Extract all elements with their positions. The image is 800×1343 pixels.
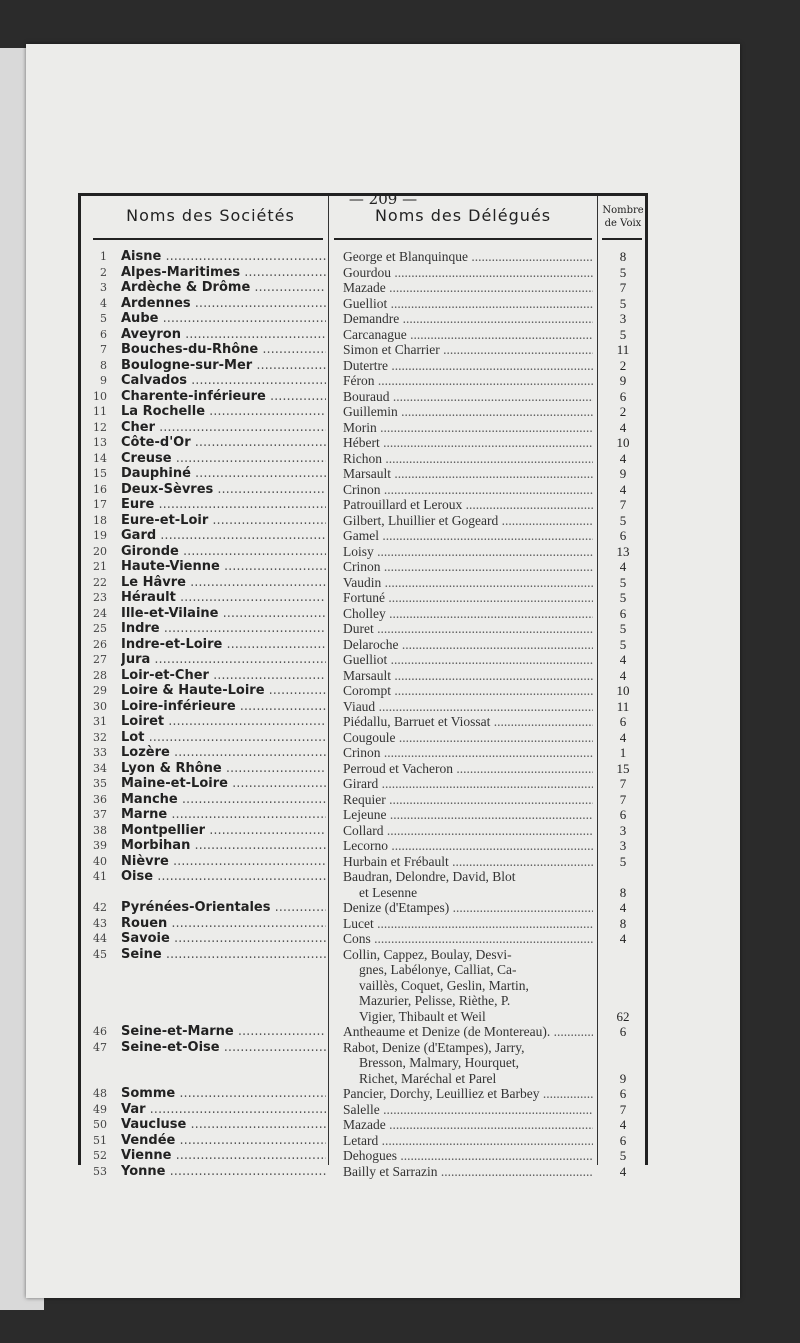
- delegue-names: Crinon .....: [343, 559, 593, 575]
- row-number: 17: [93, 498, 107, 511]
- table-row: [81, 745, 645, 761]
- delegue-names: Duret .....: [343, 621, 593, 637]
- voix-count: 10: [616, 435, 630, 450]
- voix-count: 7: [619, 280, 627, 295]
- row-number: 52: [93, 1149, 107, 1162]
- row-number: 28: [93, 668, 107, 682]
- row-number: 33: [93, 746, 107, 759]
- row-number: 53: [93, 1164, 107, 1178]
- societe-name: Indre .....: [121, 621, 326, 636]
- row-number: 38: [93, 823, 107, 837]
- row-number: 22: [93, 575, 107, 589]
- table-row: [81, 404, 645, 420]
- delegue-names: Collin, Cappez, Boulay, Desvi-: [343, 946, 512, 962]
- delegue-names: vaillès, Coquet, Geslin, Martin,: [359, 977, 529, 993]
- row-number: 8: [100, 358, 107, 372]
- delegates-table: [78, 193, 648, 1179]
- table-row: [81, 559, 645, 575]
- row-number: 34: [93, 761, 107, 775]
- row-number: 37: [93, 808, 107, 821]
- table-row: [81, 296, 645, 312]
- societe-name: Le Hâvre .....: [121, 575, 326, 590]
- delegue-names: Bresson, Malmary, Hourquet,: [359, 1055, 519, 1070]
- table-row: [81, 854, 645, 870]
- societe-name: Vienne .....: [121, 1148, 326, 1163]
- voix-count: 6: [619, 528, 627, 543]
- delegue-names: Collard .....: [343, 823, 593, 839]
- delegue-names: Denize (d'Etampes) .....: [343, 900, 593, 916]
- table-row: [81, 544, 645, 560]
- societe-name: Hérault .....: [121, 590, 326, 605]
- societe-name: Aveyron .....: [121, 327, 326, 342]
- societe-name: Seine-et-Oise .....: [121, 1040, 326, 1055]
- delegue-names: Mazade .....: [343, 280, 593, 296]
- row-number: 45: [93, 947, 107, 961]
- delegue-names: Fortuné .....: [343, 590, 593, 606]
- voix-count: 62: [616, 1008, 630, 1024]
- delegue-names: Richet, Maréchal et Parel: [359, 1070, 497, 1086]
- societe-name: Lyon & Rhône .....: [121, 761, 326, 776]
- delegue-names: Delaroche .....: [343, 637, 593, 653]
- delegue-names: Cougoule .....: [343, 730, 593, 746]
- voix-count: 6: [619, 1086, 627, 1101]
- table-row: [81, 575, 645, 591]
- row-number: 43: [93, 916, 107, 930]
- row-number: 13: [93, 436, 107, 449]
- table-row: [81, 466, 645, 482]
- societe-name: Loire-inférieure .....: [121, 699, 326, 714]
- table-row: [81, 327, 645, 343]
- row-number: 31: [93, 715, 107, 728]
- societe-name: Jura .....: [121, 652, 326, 667]
- table-row: [81, 389, 645, 405]
- table-row: [81, 1102, 645, 1118]
- societe-name: Rouen .....: [121, 916, 326, 931]
- row-number: 30: [93, 699, 107, 713]
- table-row: [81, 1086, 645, 1102]
- delegue-names: Crinon .....: [343, 482, 593, 498]
- delegue-names: Girard .....: [343, 776, 593, 792]
- table-row: [81, 1024, 645, 1040]
- voix-count: 8: [619, 884, 627, 900]
- delegue-names: Dehogues .....: [343, 1148, 593, 1164]
- header-rule: [334, 238, 592, 240]
- delegue-names: Lecorno .....: [343, 838, 593, 854]
- societe-name: Lozère .....: [121, 745, 326, 760]
- row-number: 16: [93, 482, 107, 496]
- societe-name: Vaucluse .....: [121, 1117, 326, 1132]
- voix-count: 3: [619, 838, 627, 853]
- table-row: [81, 1009, 645, 1025]
- row-number: 10: [93, 389, 107, 403]
- header-rule: [93, 238, 323, 240]
- row-number: 39: [93, 839, 107, 852]
- societe-name: Indre-et-Loire .....: [121, 637, 326, 652]
- row-number: 24: [93, 606, 107, 620]
- table-row: [81, 435, 645, 451]
- row-number: 46: [93, 1025, 107, 1038]
- voix-count: 4: [619, 481, 627, 497]
- societe-name: Calvados .....: [121, 373, 326, 388]
- row-number: 20: [93, 544, 107, 558]
- voix-count: 5: [619, 853, 627, 869]
- voix-count: 5: [619, 621, 627, 636]
- table-row: [81, 1071, 645, 1087]
- societe-name: Seine .....: [121, 947, 326, 962]
- societe-name: Morbihan .....: [121, 838, 326, 853]
- table-row: [81, 1148, 645, 1164]
- delegue-names: Letard .....: [343, 1133, 593, 1149]
- table-row: [81, 621, 645, 637]
- table-row: [81, 590, 645, 606]
- delegue-names: Lejeune .....: [343, 807, 593, 823]
- delegue-names: Patrouillard et Leroux .....: [343, 497, 593, 513]
- delegue-names: Vigier, Thibault et Weil: [359, 1008, 486, 1024]
- table-row: [81, 730, 645, 746]
- societe-name: Aisne .....: [121, 249, 326, 264]
- table-row: [81, 699, 645, 715]
- societe-name: Bouches-du-Rhône .....: [121, 342, 326, 357]
- voix-count: 4: [619, 729, 627, 745]
- voix-count: 5: [619, 1148, 627, 1163]
- row-number: 15: [93, 467, 107, 480]
- societe-name: Deux-Sèvres .....: [121, 482, 326, 497]
- voix-count: 5: [619, 326, 627, 342]
- header-voix: Nombre de Voix: [602, 205, 644, 229]
- societe-name: Alpes-Maritimes .....: [121, 265, 326, 280]
- table-row: [81, 342, 645, 358]
- row-number: 5: [100, 312, 107, 325]
- societe-name: Somme .....: [121, 1086, 326, 1101]
- voix-count: 10: [616, 683, 630, 698]
- societe-name: Manche .....: [121, 792, 326, 807]
- voix-count: 11: [616, 342, 630, 357]
- voix-count: 8: [619, 249, 627, 264]
- voix-count: 3: [619, 311, 627, 326]
- delegue-names: Gilbert, Lhuillier et Gogeard .....: [343, 513, 593, 529]
- row-number: 1: [100, 250, 107, 263]
- societe-name: Pyrénées-Orientales .....: [121, 900, 326, 915]
- voix-count: 4: [619, 419, 627, 435]
- voix-count: 11: [616, 698, 630, 714]
- societe-name: Loire & Haute-Loire .....: [121, 683, 326, 698]
- row-number: 35: [93, 777, 107, 790]
- delegue-names: Vaudin .....: [343, 575, 593, 591]
- societe-name: Boulogne-sur-Mer .....: [121, 358, 326, 373]
- table-row: [81, 1055, 645, 1071]
- row-number: 18: [93, 513, 107, 527]
- societe-name: Ardennes .....: [121, 296, 326, 311]
- table-row: [81, 1133, 645, 1149]
- row-number: 32: [93, 730, 107, 744]
- societe-name: Nièvre .....: [121, 854, 326, 869]
- row-number: 19: [93, 529, 107, 542]
- row-number: 4: [100, 296, 107, 310]
- table-row: [81, 373, 645, 389]
- table-row: [81, 683, 645, 699]
- delegue-names: Cholley .....: [343, 606, 593, 622]
- delegue-names: Gamel .....: [343, 528, 593, 544]
- voix-count: 7: [619, 1101, 627, 1117]
- voix-count: 5: [619, 574, 627, 590]
- delegue-names: Pancier, Dorchy, Leuilliez et Barbey .....: [343, 1086, 593, 1102]
- delegue-names: Guillemin .....: [343, 404, 593, 420]
- delegue-names: Dutertre .....: [343, 358, 593, 374]
- delegue-names: Carcanague .....: [343, 327, 593, 343]
- voix-count: 6: [619, 1132, 627, 1148]
- societe-name: Oise .....: [121, 869, 326, 884]
- table-row: [81, 420, 645, 436]
- delegue-names: Mazurier, Pelisse, Rièthe, P.: [359, 993, 511, 1008]
- row-number: 50: [93, 1118, 107, 1131]
- delegue-names: Simon et Charrier .....: [343, 342, 593, 358]
- delegue-names: Baudran, Delondre, David, Blot: [343, 869, 516, 884]
- row-number: 26: [93, 637, 107, 651]
- voix-count: 5: [619, 636, 627, 652]
- table-row: [81, 838, 645, 854]
- table-row: [81, 528, 645, 544]
- table-row: [81, 776, 645, 792]
- delegue-names: Marsault .....: [343, 466, 593, 482]
- table-row: [81, 606, 645, 622]
- table-row: [81, 931, 645, 947]
- societe-name: Savoie .....: [121, 931, 326, 946]
- societe-name: Var .....: [121, 1102, 326, 1117]
- voix-count: 4: [619, 667, 627, 683]
- voix-count: 6: [619, 714, 627, 729]
- delegue-names: gnes, Labélonye, Calliat, Ca-: [359, 962, 517, 977]
- table-row: [81, 497, 645, 513]
- societe-name: Lot .....: [121, 730, 326, 745]
- societe-name: Ardèche & Drôme .....: [121, 280, 326, 295]
- societe-name: Gironde .....: [121, 544, 326, 559]
- voix-count: 15: [616, 760, 630, 776]
- table-row: [81, 823, 645, 839]
- table-row: [81, 249, 645, 265]
- table-row: [81, 900, 645, 916]
- voix-count: 4: [619, 931, 627, 946]
- voix-count: 5: [619, 590, 627, 605]
- delegue-names: et Lesenne: [359, 884, 418, 900]
- societe-name: Cher .....: [121, 420, 326, 435]
- table-row: [81, 962, 645, 978]
- table-row: [81, 993, 645, 1009]
- row-number: 42: [93, 901, 107, 914]
- voix-count: 7: [619, 776, 627, 791]
- delegue-names: Bouraud .....: [343, 389, 593, 405]
- delegue-names: George et Blanquinque .....: [343, 249, 593, 265]
- delegue-names: Guelliot .....: [343, 296, 593, 312]
- delegue-names: Requier .....: [343, 792, 593, 808]
- societe-name: Seine-et-Marne .....: [121, 1024, 326, 1039]
- voix-count: 9: [619, 466, 627, 481]
- voix-count: 13: [616, 543, 630, 559]
- societe-name: Haute-Vienne .....: [121, 559, 326, 574]
- row-number: 21: [93, 560, 107, 573]
- row-number: 23: [93, 591, 107, 604]
- header-societes: Noms des Sociétés: [126, 206, 295, 225]
- voix-count: 5: [619, 512, 627, 528]
- delegue-names: Mazade .....: [343, 1117, 593, 1133]
- row-number: 40: [93, 854, 107, 868]
- societe-name: Creuse .....: [121, 451, 326, 466]
- delegue-names: Rabot, Denize (d'Etampes), Jarry,: [343, 1039, 525, 1055]
- row-number: 29: [93, 684, 107, 697]
- table-row: [81, 482, 645, 498]
- voix-count: 6: [619, 388, 627, 404]
- header-rule: [602, 238, 642, 240]
- societe-name: Gard .....: [121, 528, 326, 543]
- delegue-names: Loisy .....: [343, 544, 593, 560]
- delegue-names: Guelliot .....: [343, 652, 593, 668]
- row-number: 3: [100, 281, 107, 294]
- row-number: 12: [93, 420, 107, 434]
- row-number: 27: [93, 653, 107, 666]
- row-number: 2: [100, 265, 107, 279]
- voix-count: 6: [619, 1024, 627, 1039]
- delegue-names: Marsault .....: [343, 668, 593, 684]
- row-number: 6: [100, 327, 107, 341]
- table-row: [81, 451, 645, 467]
- table-row: [81, 1040, 645, 1056]
- delegue-names: Bailly et Sarrazin .....: [343, 1164, 593, 1180]
- voix-count: 5: [619, 264, 627, 280]
- table-row: [81, 265, 645, 281]
- delegue-names: Hurbain et Frébault .....: [343, 854, 593, 870]
- header-delegues: Noms des Délégués: [374, 206, 552, 225]
- table-row: [81, 869, 645, 885]
- voix-count: 4: [619, 900, 627, 915]
- delegue-names: Lucet .....: [343, 916, 593, 932]
- voix-count: 7: [619, 497, 627, 512]
- delegue-names: Morin .....: [343, 420, 593, 436]
- societe-name: Yonne .....: [121, 1164, 326, 1179]
- page-number: — 209 —: [348, 190, 418, 208]
- row-number: 7: [100, 343, 107, 356]
- voix-count: 4: [619, 1117, 627, 1132]
- table-row: [81, 761, 645, 777]
- societe-name: Aube .....: [121, 311, 326, 326]
- voix-count: 8: [619, 915, 627, 931]
- row-number: 44: [93, 932, 107, 945]
- table-row: [81, 358, 645, 374]
- delegue-names: Féron .....: [343, 373, 593, 389]
- societe-name: Marne .....: [121, 807, 326, 822]
- societe-name: Montpellier .....: [121, 823, 326, 838]
- voix-count: 2: [619, 404, 627, 419]
- delegue-names: Viaud .....: [343, 699, 593, 715]
- table-row: [81, 792, 645, 808]
- voix-count: 6: [619, 807, 627, 822]
- table-body: [81, 249, 645, 1179]
- table-row: [81, 807, 645, 823]
- societe-name: Eure-et-Loir .....: [121, 513, 326, 528]
- delegue-names: Crinon .....: [343, 745, 593, 761]
- voix-count: 4: [619, 652, 627, 667]
- row-number: 11: [93, 405, 107, 418]
- societe-name: Côte-d'Or .....: [121, 435, 326, 450]
- table-row: [81, 978, 645, 994]
- row-number: 48: [93, 1087, 107, 1100]
- table-row: [81, 916, 645, 932]
- table-row: [81, 513, 645, 529]
- societe-name: Loiret .....: [121, 714, 326, 729]
- table-row: [81, 311, 645, 327]
- table-row: [81, 714, 645, 730]
- table-row: [81, 280, 645, 296]
- table-row: [81, 1164, 645, 1180]
- table-row: [81, 1117, 645, 1133]
- voix-count: 9: [619, 1070, 627, 1086]
- row-number: 49: [93, 1102, 107, 1116]
- voix-count: 7: [619, 791, 627, 807]
- row-number: 36: [93, 792, 107, 806]
- row-number: 25: [93, 622, 107, 635]
- delegue-names: Cons .....: [343, 931, 593, 947]
- societe-name: Vendée .....: [121, 1133, 326, 1148]
- societe-name: Dauphiné .....: [121, 466, 326, 481]
- voix-count: 4: [619, 559, 627, 574]
- delegue-names: Gourdou .....: [343, 265, 593, 281]
- voix-count: 1: [619, 745, 627, 760]
- table-row: [81, 885, 645, 901]
- table-row: [81, 637, 645, 653]
- delegue-names: Perroud et Vacheron .....: [343, 761, 593, 777]
- societe-name: Maine-et-Loire .....: [121, 776, 326, 791]
- delegue-names: Salelle .....: [343, 1102, 593, 1118]
- table-row: [81, 652, 645, 668]
- row-number: 9: [100, 374, 107, 387]
- delegue-names: Richon .....: [343, 451, 593, 467]
- delegue-names: Antheaume et Denize (de Montereau). .....: [343, 1024, 593, 1040]
- voix-count: 2: [619, 357, 627, 373]
- voix-count: 3: [619, 822, 627, 838]
- voix-count: 4: [619, 450, 627, 466]
- voix-count: 4: [619, 1163, 627, 1179]
- row-number: 41: [93, 870, 107, 883]
- societe-name: La Rochelle .....: [121, 404, 326, 419]
- societe-name: Ille-et-Vilaine .....: [121, 606, 326, 621]
- voix-count: 6: [619, 605, 627, 621]
- voix-count: 9: [619, 373, 627, 388]
- delegue-names: Demandre .....: [343, 311, 593, 327]
- voix-count: 5: [619, 295, 627, 311]
- row-number: 47: [93, 1040, 107, 1054]
- societe-name: Charente-inférieure .....: [121, 389, 326, 404]
- row-number: 51: [93, 1133, 107, 1147]
- table-row: [81, 668, 645, 684]
- societe-name: Eure .....: [121, 497, 326, 512]
- societe-name: Loir-et-Cher .....: [121, 668, 326, 683]
- delegue-names: Piédallu, Barruet et Viossat .....: [343, 714, 593, 730]
- table-row: [81, 947, 645, 963]
- delegue-names: Corompt .....: [343, 683, 593, 699]
- delegue-names: Hébert .....: [343, 435, 593, 451]
- row-number: 14: [93, 451, 107, 465]
